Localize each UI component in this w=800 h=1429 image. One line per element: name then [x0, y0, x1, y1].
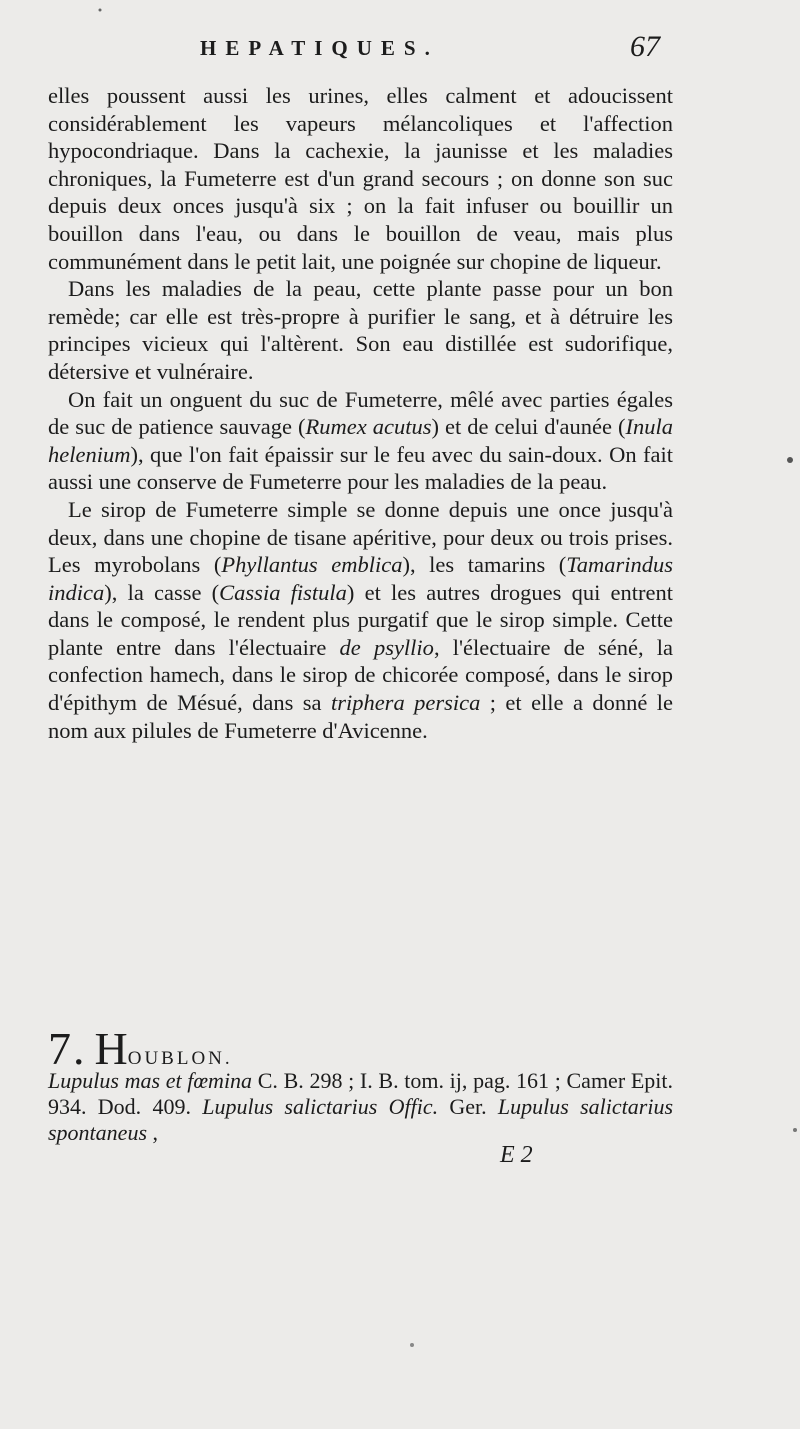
ink-speck [787, 457, 793, 463]
running-title: HEPATIQUES. [200, 36, 439, 60]
latin-name: Phyllantus emblica [221, 552, 403, 578]
latin-name: de psyllio [339, 634, 434, 660]
ink-speck [99, 9, 102, 12]
ink-speck [410, 1343, 414, 1347]
section-title-rest: OUBLON. [127, 1048, 233, 1069]
text-run: ) et de celui d'aunée ( [431, 414, 626, 440]
signature-mark: E 2 [500, 1142, 533, 1168]
section-title-initial: H [94, 1023, 128, 1074]
text-run: Ger. [438, 1094, 498, 1119]
text-run: , l'électuaire de séné, la confection hamech, dans le sirop de chicorée composé, dans le sirop d'épithym de Mésué, dans sa [48, 634, 673, 716]
paragraph-2: Dans les maladies de la peau, cette plante passe pour un bon remède; car elle est très-propre à purifier le sang, et à détruire les principes vicieux qui l'altèrent. Son eau distillée est sudorifique, détersive et vulnéraire. [48, 276, 673, 384]
text-run: C. B. 298 ; I. B. tom. ij, pag. 161 ; Camer Epit. 934. Dod. 409. [48, 1068, 673, 1119]
section-number: 7. [48, 1023, 87, 1074]
latin-name: Inula helenium [48, 414, 673, 467]
latin-name: Lupulus mas et fœmina [48, 1068, 253, 1093]
paragraph-1: elles poussent aussi les urines, elles calment et adoucissent considérablement les vapeurs mélancoliques et l'affection hypocondriaque. Dans la cachexie, la jaunisse et les maladies chroniques, la Fumeterre est d'un grand secours ; on donne son suc depuis deux onces jusqu'à six ; on la fait infuser ou bouillir un bouillon dans l'eau, ou dans le bouillon de veau, mais plus communément dans le petit lait, une poignée sur chopine de liqueur. [48, 83, 673, 274]
latin-name: Lupulus salictarius spontaneus [48, 1094, 674, 1145]
text-run: ) et les autres drogues qui entrent dans le composé, le rendent plus purgatif que le sirop simple. Cette plante entre dans l'électuaire [48, 579, 673, 660]
latin-name: Cassia fistula [219, 579, 347, 605]
text-run: ), la casse ( [104, 579, 220, 605]
ink-speck [793, 1128, 797, 1132]
text-run: Le sirop de Fumeterre simple se donne depuis une once jusqu'à deux, dans une chopine de tisane apéritive, pour deux ou trois prises. Les myrobolans ( [48, 496, 673, 578]
latin-name: Rumex acutus [305, 414, 432, 440]
text-run: ; et elle a donné le nom aux pilules de Fumeterre d'Avicenne. [48, 690, 673, 743]
text-run: On fait un onguent du suc de Fumeterre, mêlé avec parties égales de suc de patience sauvage ( [48, 386, 673, 440]
text-run: , [147, 1120, 158, 1145]
text-run: ), les tamarins ( [402, 552, 567, 578]
page-number: 67 [630, 30, 660, 63]
latin-name: Tamarindus indica [48, 552, 674, 605]
text-run: ), que l'on fait épaissir sur le feu avec du sain-doux. On fait aussi une conserve de Fumeterre pour les maladies de la peau. [48, 441, 673, 495]
latin-name: Lupulus salictarius Offic. [202, 1094, 439, 1119]
latin-name: triphera persica [330, 690, 481, 716]
